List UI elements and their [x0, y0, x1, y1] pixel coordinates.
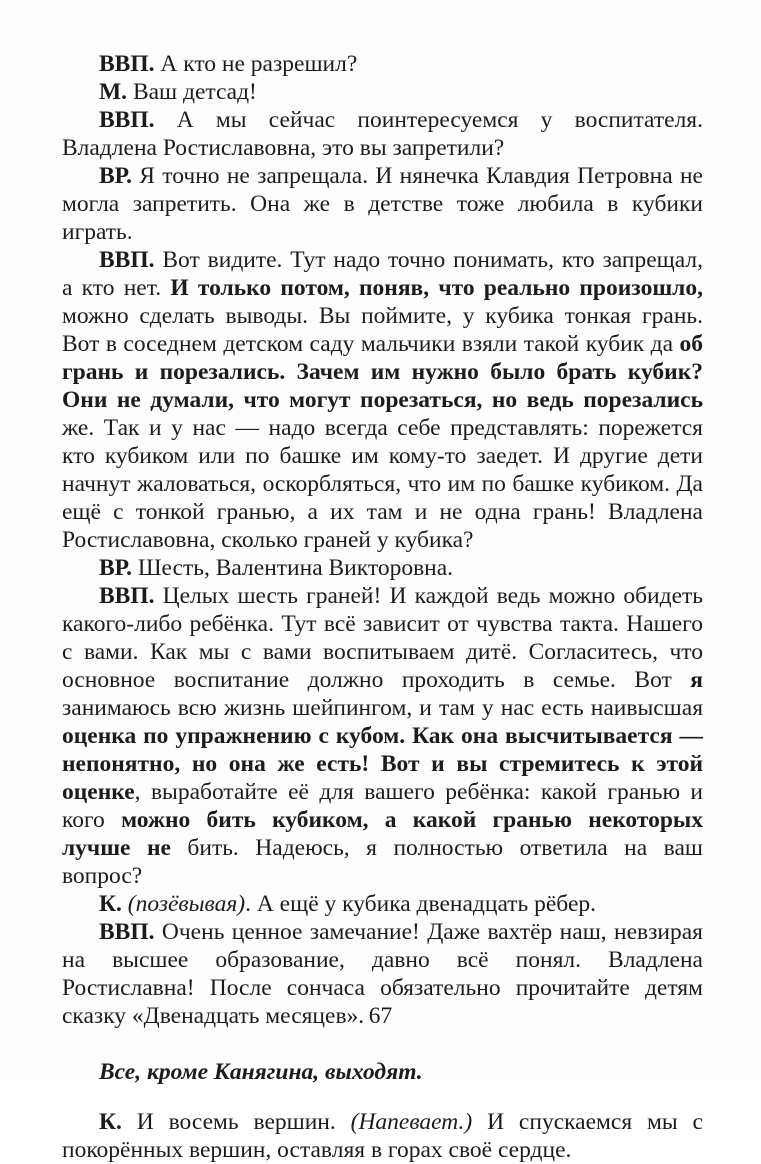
emphasis-run: ВВП.: [99, 919, 155, 945]
text-run: Вот видите. Тут надо точно понимать, кто запрещал, а кто нет.: [62, 247, 703, 301]
text-run: можно сделать выводы. Вы поймите, у кубика тонкая грань. Вот в соседнем детском саду мальчики взяли такой кубик да: [62, 303, 703, 357]
emphasis-run: ВР.: [99, 555, 132, 581]
text-run: И спускаемся мы с покорённых вершин, оставляя в горах своё сердце.: [62, 1109, 703, 1163]
emphasis-run: К.: [99, 891, 122, 917]
text-run: же. Так и у нас — надо всегда себе представлять: порежется кто кубиком или по башке им кому-то заедет. И другие дети начнут жаловаться, оскорбляться, что им по башке кубиком. Да ещё с тонкой гранью, а их там и не одна грань! Владлена Ростиславовна, сколько граней у кубика?: [62, 415, 703, 553]
dialogue-paragraph: [62, 246, 703, 554]
dialogue-paragraph: [62, 890, 703, 918]
emphasis-run: И только потом, поняв, что реально произошло,: [170, 275, 703, 301]
text-run: Ваш детсад!: [127, 79, 257, 105]
text-run: Целых шесть граней! И каждой ведь можно обидеть какого-либо ребёнка. Тут всё зависит от чувства такта. Нашего с вами. Как мы с вами воспитываем дитё. Согласитесь, что основное воспитание должно проходить в семье. Вот: [62, 583, 703, 693]
emphasis-run: ВР.: [99, 163, 132, 189]
text-run: И восемь вершин.: [121, 1109, 351, 1135]
emphasis-run: Все, кроме Канягина, выходят.: [99, 1059, 423, 1085]
emphasis-run: М.: [99, 79, 128, 105]
emphasis-run: оценка по упражнению с кубом. Как она высчитывается — непонятно, но она же есть! Вот и вы стремитесь к этой оценке: [62, 723, 703, 805]
text-run: бить. Надеюсь, я полностью ответила на ваш вопрос?: [62, 835, 703, 889]
emphasis-run: можно бить кубиком, а какой гранью некоторых лучше не: [62, 807, 704, 861]
dialogue-paragraph: [62, 582, 703, 890]
emphasis-run: К.: [99, 1109, 122, 1135]
emphasis-run: (позёвывая): [127, 891, 246, 917]
emphasis-run: я: [690, 667, 703, 693]
page-number: 67: [368, 1003, 393, 1029]
emphasis-run: ВВП.: [99, 583, 155, 609]
dialogue-paragraph: [62, 50, 703, 78]
dialogue-paragraph: [62, 106, 703, 162]
emphasis-run: ВВП.: [99, 247, 155, 273]
stage-direction: [62, 1058, 703, 1086]
text-run: Шесть, Валентина Викторовна.: [131, 555, 454, 581]
emphasis-run: об грань и порезались. Зачем им нужно было брать кубик? Они не думали, что могут порезаться, но ведь порезались: [62, 331, 703, 413]
text-run: занимаюсь всю жизнь шейпингом, и там у нас есть наивысшая: [62, 695, 703, 721]
text-run: . А ещё у кубика двенадцать рёбер.: [245, 891, 597, 917]
emphasis-run: (Напевает.): [350, 1109, 473, 1135]
emphasis-run: ВВП.: [99, 107, 155, 133]
dialogue-paragraph: [62, 162, 703, 246]
text-run: А кто не разрешил?: [154, 51, 358, 77]
text-run: А мы сейчас поинтересуемся у воспитателя. Владлена Ростиславовна, это вы запретили?: [62, 107, 703, 161]
text-run: , выработайте её для вашего ребёнка: какой гранью и кого: [62, 779, 703, 833]
emphasis-run: ВВП.: [99, 51, 155, 77]
dialogue-paragraph: [62, 554, 703, 582]
text-run: Я точно не запрещала. И нянечка Клавдия Петровна не могла запретить. Она же в детстве тоже любила в кубики играть.: [62, 163, 703, 245]
page-text: [62, 50, 703, 1164]
dialogue-paragraph: [62, 1108, 703, 1164]
dialogue-paragraph: [62, 78, 703, 106]
text-run: Очень ценное замечание! Даже вахтёр наш, невзирая на высшее образование, давно всё понял. Владлена Ростиславна! После сончаса обязательно прочитайте детям сказку «Двенадцать месяцев».: [62, 919, 703, 1029]
